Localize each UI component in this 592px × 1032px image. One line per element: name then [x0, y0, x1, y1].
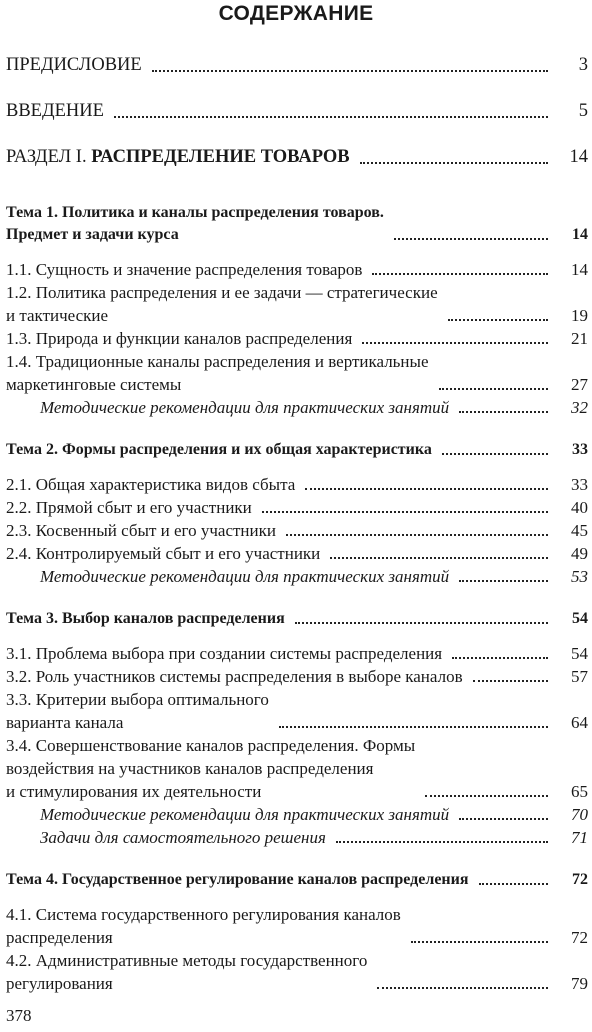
toc-entry-title — [6, 473, 295, 496]
toc-entry — [6, 803, 588, 826]
toc-entry-page: 72 — [572, 871, 588, 888]
toc-entry — [6, 688, 588, 734]
toc-entry-label: 1.1. Сущность и значение распределения товаров — [6, 260, 363, 279]
toc-entry — [6, 869, 588, 891]
toc-entry-title — [6, 350, 429, 396]
dot-leader — [152, 70, 548, 72]
toc-entry-label: Методические рекомендации для практических занятий — [40, 805, 450, 824]
toc-entry-label: 2.3. Косвенный сбыт и его участники — [6, 521, 276, 540]
dot-leader — [114, 116, 548, 118]
dot-leader — [286, 534, 548, 536]
toc-entry-title — [6, 496, 252, 519]
toc-entry-title — [6, 903, 401, 949]
toc-entry-title — [6, 949, 367, 995]
toc-entry-label: 2.1. Общая характеристика видов сбыта — [6, 475, 296, 494]
toc-entry-page: 71 — [571, 828, 588, 847]
toc-entry-page: 14 — [569, 147, 588, 167]
toc-entry-title — [40, 826, 326, 849]
page-title: СОДЕРЖАНИЕ — [218, 2, 374, 25]
toc-entry — [6, 826, 588, 849]
toc-entry — [6, 608, 588, 630]
toc-entry-page: 54 — [571, 644, 588, 663]
toc-entry-page: 64 — [571, 713, 588, 732]
toc-entry — [6, 327, 588, 350]
toc-entry-title — [40, 565, 449, 588]
dot-leader — [336, 841, 548, 843]
toc-entry-title — [6, 542, 320, 565]
toc-entry-page: 5 — [578, 101, 588, 121]
toc-entry-page: 53 — [571, 567, 588, 586]
toc-entry-page: 70 — [571, 805, 588, 824]
toc-entry-title — [6, 327, 352, 350]
toc-entry — [6, 258, 588, 281]
toc-entry-title — [6, 98, 104, 124]
toc-entry — [6, 519, 588, 542]
dot-leader — [452, 657, 548, 659]
toc-entry-page: 65 — [571, 782, 588, 801]
toc-entry-label: 4.1. Система государственного регулирования каналов распределения — [6, 905, 401, 947]
toc-entry-title — [6, 519, 276, 542]
dot-leader — [479, 883, 548, 885]
toc-entry-label: Тема 3. Выбор каналов распределения — [6, 610, 285, 627]
toc-entry-title — [6, 144, 350, 170]
toc-entry-label: 4.2. Административные методы государственного регулирования — [6, 951, 368, 993]
dot-leader — [473, 680, 548, 682]
dot-leader — [377, 987, 548, 989]
toc-entry — [6, 202, 588, 246]
dot-leader — [362, 342, 548, 344]
toc-entry-title — [6, 642, 442, 665]
toc-entry-page: 3 — [578, 55, 588, 75]
toc-entry-label: ВВЕДЕНИЕ — [6, 101, 104, 121]
dot-leader — [295, 622, 548, 624]
toc-entry-title — [6, 202, 384, 246]
toc-entry-title — [6, 665, 463, 688]
toc-entry-label: 1.4. Традиционные каналы распределения и вертикальные маркетинговые системы — [6, 352, 429, 394]
toc-entry-page: 14 — [571, 260, 588, 279]
toc-entry — [6, 665, 588, 688]
dot-leader — [439, 388, 548, 390]
toc-entry-label: Задачи для самостоятельного решения — [40, 828, 326, 847]
toc-entry — [6, 949, 588, 995]
toc-entry-label: Тема 2. Формы распределения и их общая характеристика — [6, 441, 432, 458]
toc-entry-page: 72 — [571, 928, 588, 947]
dot-leader — [425, 795, 548, 797]
dot-leader — [305, 488, 548, 490]
toc-entry — [6, 350, 588, 396]
toc-entry-page: 57 — [571, 667, 588, 686]
toc-entry-label: 2.4. Контролируемый сбыт и его участники — [6, 544, 321, 563]
dot-leader — [372, 273, 548, 275]
toc-entry-title — [6, 258, 362, 281]
toc-entry — [6, 52, 588, 78]
toc-entry-page: 27 — [571, 375, 588, 394]
dot-leader — [459, 411, 548, 413]
toc-entry — [6, 144, 588, 170]
toc-entry — [6, 542, 588, 565]
toc-entry-page: 33 — [571, 475, 588, 494]
toc-entry-label: 3.1. Проблема выбора при создании системы распределения — [6, 644, 443, 663]
toc-entry-title — [6, 608, 285, 630]
dot-leader — [262, 511, 548, 513]
dot-leader — [448, 319, 548, 321]
dot-leader — [442, 453, 548, 455]
toc-entry-title — [6, 869, 469, 891]
toc-entry-label: 3.3. Критерии выбора оптимального варианта канала — [6, 690, 269, 732]
toc-entry — [6, 473, 588, 496]
dot-leader — [394, 238, 548, 240]
page-number: 378 — [6, 1006, 32, 1025]
toc-entry-label: 1.3. Природа и функции каналов распределения — [6, 329, 353, 348]
toc-entry-title — [40, 803, 449, 826]
toc-entry — [6, 439, 588, 461]
toc-entry — [6, 734, 588, 803]
dot-leader — [330, 557, 548, 559]
toc-entry-title — [6, 52, 142, 78]
toc-entry-page: 21 — [571, 329, 588, 348]
toc-entry — [6, 496, 588, 519]
toc-entry-label: ПРЕДИСЛОВИЕ — [6, 55, 142, 75]
toc-entry — [6, 98, 588, 124]
toc-entry-title — [6, 688, 269, 734]
toc-entry-page: 33 — [572, 441, 588, 458]
toc-entry-page: 32 — [571, 398, 588, 417]
toc-entry-label: 2.2. Прямой сбыт и его участники — [6, 498, 252, 517]
toc-entry-page: 19 — [571, 306, 588, 325]
toc-entry — [6, 565, 588, 588]
toc-entry-page: 79 — [571, 974, 588, 993]
toc-entry — [6, 396, 588, 419]
toc-entry-page: 45 — [571, 521, 588, 540]
toc-entry-page: 49 — [571, 544, 588, 563]
toc-entry-label: 3.4. Совершенствование каналов распределения. Формы воздействия на участников каналов распределения и стимулирования их деятельности — [6, 736, 416, 801]
toc-entry-title — [6, 439, 432, 461]
toc-entry-label: Тема 4. Государственное регулирование каналов распределения — [6, 871, 469, 888]
toc-entry — [6, 642, 588, 665]
toc-entry-page: 40 — [571, 498, 588, 517]
toc-entry — [6, 281, 588, 327]
dot-leader — [411, 941, 548, 943]
table-of-contents — [6, 52, 588, 995]
toc-entry-title — [40, 396, 449, 419]
toc-entry — [6, 903, 588, 949]
toc-entry-page: 14 — [572, 226, 588, 243]
dot-leader — [279, 726, 548, 728]
toc-entry-page: 54 — [572, 610, 588, 627]
toc-entry-label: Тема 1. Политика и каналы распределения товаров. Предмет и задачи курса — [6, 204, 384, 243]
toc-entry-title — [6, 281, 438, 327]
toc-entry-label: Методические рекомендации для практических занятий — [40, 567, 450, 586]
toc-entry-label: 3.2. Роль участников системы распределения в выборе каналов — [6, 667, 463, 686]
toc-entry-label-bold: РАСПРЕДЕЛЕНИЕ ТОВАРОВ — [91, 147, 350, 167]
dot-leader — [459, 580, 548, 582]
toc-entry-label: РАЗДЕЛ I. — [6, 147, 92, 167]
dot-leader — [459, 818, 548, 820]
toc-entry-label: Методические рекомендации для практических занятий — [40, 398, 450, 417]
dot-leader — [360, 162, 548, 164]
toc-entry-label: 1.2. Политика распределения и ее задачи — стратегические и тактические — [6, 283, 438, 325]
toc-entry-title — [6, 734, 415, 803]
